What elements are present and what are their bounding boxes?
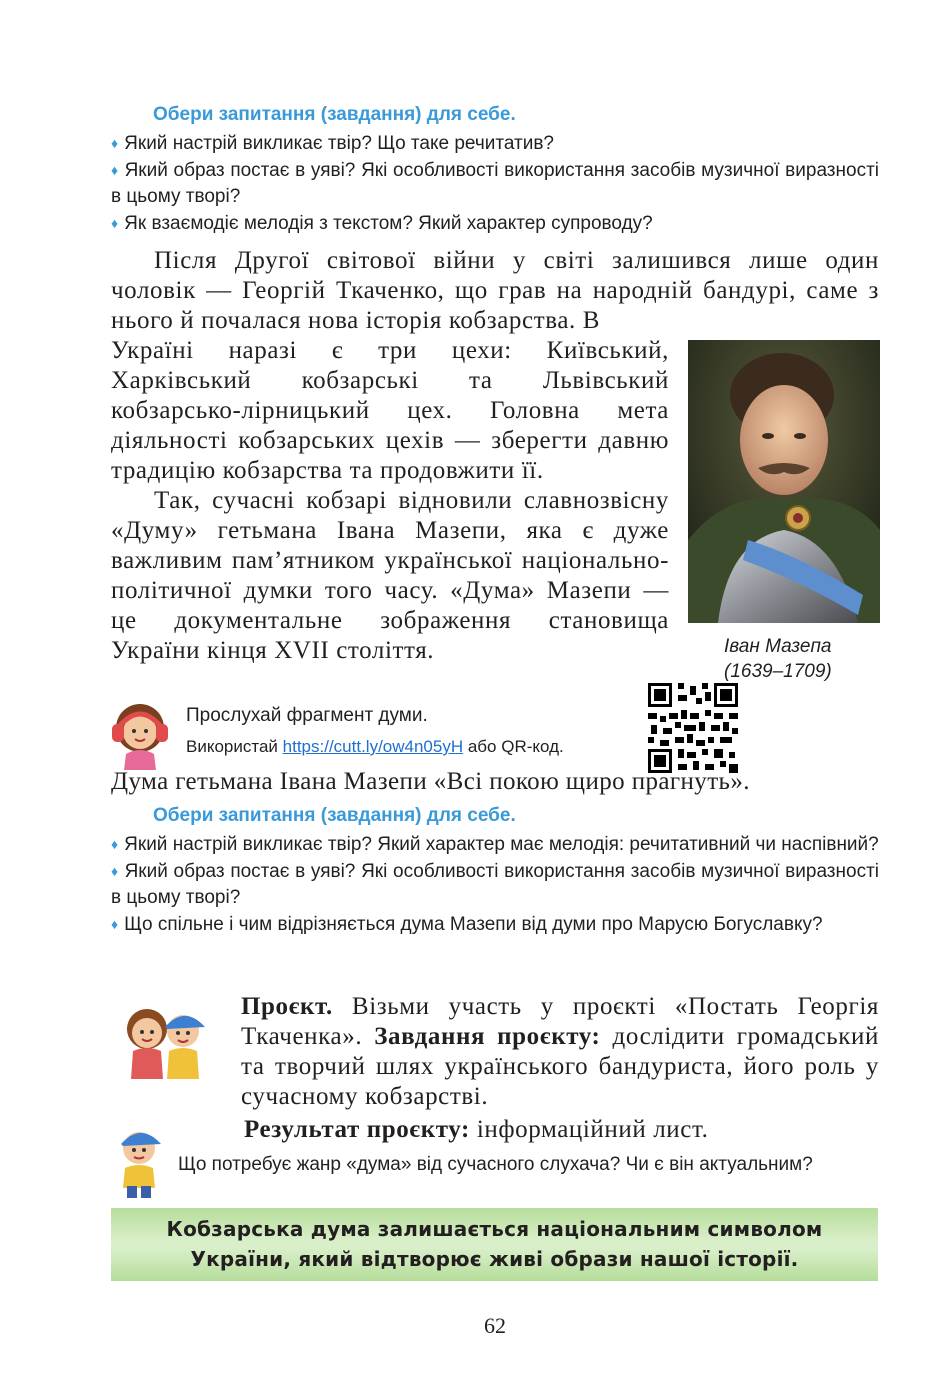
diamond-bullet-icon: ♦ [111,916,119,932]
diamond-bullet-icon: ♦ [111,135,119,151]
audio-link[interactable]: https://cutt.ly/ow4n05yH [282,737,464,756]
list-item: ♦ Який образ постає в уяві? Які особливості використання засобів музичної виразності в цьому творі? [111,160,879,207]
listen-link-line: Використай https://cutt.ly/ow4n05yH або QR-код. [186,737,564,756]
paragraph: Україні наразі є три цехи: Київський, Харківський кобзарські та Львівський кобзарсько-лірницький цех. Головна мета діяльності кобзарських цехів — зберегти давню традицію кобзарства та продовжити її. [111,337,669,484]
project-description: Проєкт. Візьми участь у проєкті «Постать Георгія Ткаченка». Завдання проєкту: дослідити громадський та творчий шлях українського бандуриста, його роль у сучасному кобзарстві. [241,993,880,1110]
diamond-bullet-icon: ♦ [111,215,119,231]
section-heading: Обери запитання (завдання) для себе. [153,805,516,826]
list-item: ♦ Як взаємодіє мелодія з текстом? Який характер супроводу? [111,213,653,234]
question-list [111,832,879,938]
paragraph: Після Другої світової війни у світі залишився лише один чоловік — Георгій Ткаченко, що грав на народній бандурі, саме з нього й почалася нова історія кобзарства. В [111,247,879,334]
kids-project-icon [115,1003,215,1081]
project-result: Результат проєкту: інформаційний лист. [244,1116,709,1143]
listen-instruction: Прослухай фрагмент думи. [186,705,428,726]
page-number: 62 [484,1313,506,1338]
diamond-bullet-icon: ♦ [111,836,119,852]
girl-headphones-icon [108,698,172,770]
question-list [111,131,879,237]
qr-code-icon[interactable] [648,683,738,773]
diamond-bullet-icon: ♦ [111,162,119,178]
final-question: Що потребує жанр «дума» від сучасного слухача? Чи є він актуальним? [178,1154,813,1175]
duma-title: Дума гетьмана Івана Мазепи «Всі покою щиро прагнуть». [111,768,750,795]
boy-thinking-icon [111,1124,167,1200]
paragraph: Так, сучасні кобзарі відновили славнозвісну «Думу» гетьмана Івана Мазепи, яка є дуже важливим пам’ятником української національно-політичної думки того часу. «Дума» Мазепи — це документальне зображення становища України кінця XVII століття. [111,487,669,664]
list-item: ♦ Який образ постає в уяві? Які особливості використання засобів музичної виразності в цьому творі? [111,861,879,908]
diamond-bullet-icon: ♦ [111,863,119,879]
list-item: ♦ Що спільне і чим відрізняється дума Мазепи від думи про Марусю Богуславку? [111,914,823,935]
section-heading: Обери запитання (завдання) для себе. [153,104,516,125]
portrait-caption: Іван Мазепа (1639–1709) [724,636,832,682]
portrait-image [688,340,880,623]
list-item: ♦ Який настрій викликає твір? Який характер має мелодія: речитативний чи наспівний? [111,834,879,855]
portrait-illustration [688,340,880,623]
summary-banner: Кобзарська дума залишається національним символом України, який відтворює живі образи нашої історії. [111,1208,878,1281]
list-item: ♦ Який настрій викликає твір? Що таке речитатив? [111,133,554,154]
